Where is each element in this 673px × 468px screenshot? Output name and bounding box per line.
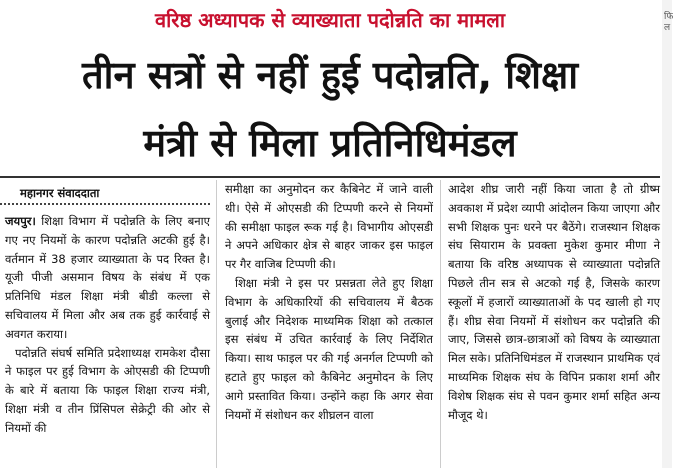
column-separator-1	[216, 180, 217, 468]
headline-line-1: तीन सत्रों से नहीं हुई पदोन्नति, शिक्षा	[81, 53, 579, 97]
adjacent-page-edge	[662, 0, 672, 468]
column-1-paragraph-1-text: शिक्षा विभाग में पदोन्नति के लिए बनाए गए नए नियमों के कारण पदोन्नति अटकी हुई है। वर्तमान में 38 हजार व्याख्याता के पद रिक्त है। यूजी पीजी असमान विषय के संबंध में एक प्रतिनिधि मंडल शिक्षा मंत्री बीडी कल्ला से सचिवालय में मिला और अब तक हुई कार्रवाई से अवगत कराया।	[5, 214, 210, 341]
headline-rule	[0, 176, 660, 178]
article-column-1	[5, 212, 210, 438]
kicker-headline: वरिष्ठ अध्यापक से व्याख्याता पदोन्नति का मामला	[154, 8, 506, 32]
column-1-paragraph-1	[5, 212, 210, 344]
dateline: जयपुर।	[5, 214, 36, 228]
column-2-paragraph-2: शिक्षा मंत्री ने इस पर प्रसन्नता लेते हुए शिक्षा विभाग के अधिकारियों की सचिवालय में बैठक बुलाई और निदेशक माध्यमिक शिक्षा को तत्काल इस संबंध में उचित कार्रवाई के लिए निर्देशित किया। साथ फाइल पर की गई अनर्गल टिप्पणी को हटाते हुए फाइल को कैबिनेट अनुमोदन के लिए आगे प्रस्तावित किया। उन्होंने कहा कि अगर सेवा नियमों में संशोधन कर शीघ्रलन वाला	[225, 275, 433, 422]
column-2-paragraph-1: समीक्षा का अनुमोदन कर कैबिनेट में जाने वाली थी। ऐसे में ओएसडी की टिप्पणी करने से नियमों की समीक्षा फाइल रूक गई है। विभागीय ओएसडी ने अपने अधिकार क्षेत्र से बाहर जाकर इस फाइल पर गैर वाजिब टिप्पणी की।	[225, 182, 433, 272]
byline: महानगर संवाददाता	[20, 186, 100, 200]
article-column-3	[448, 180, 660, 424]
column-1-paragraph-2: पदोन्नति संघर्ष समिति प्रदेशाध्यक्ष रामकेश दौसा ने फाइल पर हुई विभाग के ओएसडी की टिप्पणी के बारे में बताया कि फाइल शिक्षा राज्य मंत्री, शिक्षा मंत्री व तीन प्रिंसिपल सेक्रेट्री की ओर से नियमों की	[5, 345, 210, 435]
headline-line-2: मंत्री से मिला प्रतिनिधिमंडल	[143, 121, 517, 165]
column-3-paragraph-1: आदेश शीघ्र जारी नहीं किया जाता है तो ग्रीष्म अवकाश में प्रदेश व्यापी आंदोलन किया जाएगा और सभी शिक्षक पुनः धरने पर बैठेंगे। राजस्थान शिक्षक संघ सियाराम के प्रवक्ता मुकेश कुमार मीणा ने बताया कि वरिष्ठ अध्यापक से व्याख्याता पदोन्नति पिछले तीन सत्र से अटको गई है, जिसके कारण स्कूलों में हजारों व्याख्याताओं के पद खाली हो गए हैं। शीघ्र सेवा नियमों में संशोधन कर पदोन्नति की जाए, जिससे छात्र-छात्राओं को विषय के व्याख्याता मिल सके। प्रतिनिधिमंडल में राजस्थान प्राथमिक एवं माध्यमिक शिक्षक संघ के विपिन प्रकाश शर्मा और विशेष शिक्षक संघ से पवन कुमार शर्मा सहित अन्य मौजूद थे।	[448, 182, 660, 422]
adjacent-article-fragment: फिल	[664, 12, 673, 33]
article-column-2	[225, 180, 433, 424]
byline-divider	[0, 203, 210, 205]
column-separator-2	[440, 180, 441, 468]
